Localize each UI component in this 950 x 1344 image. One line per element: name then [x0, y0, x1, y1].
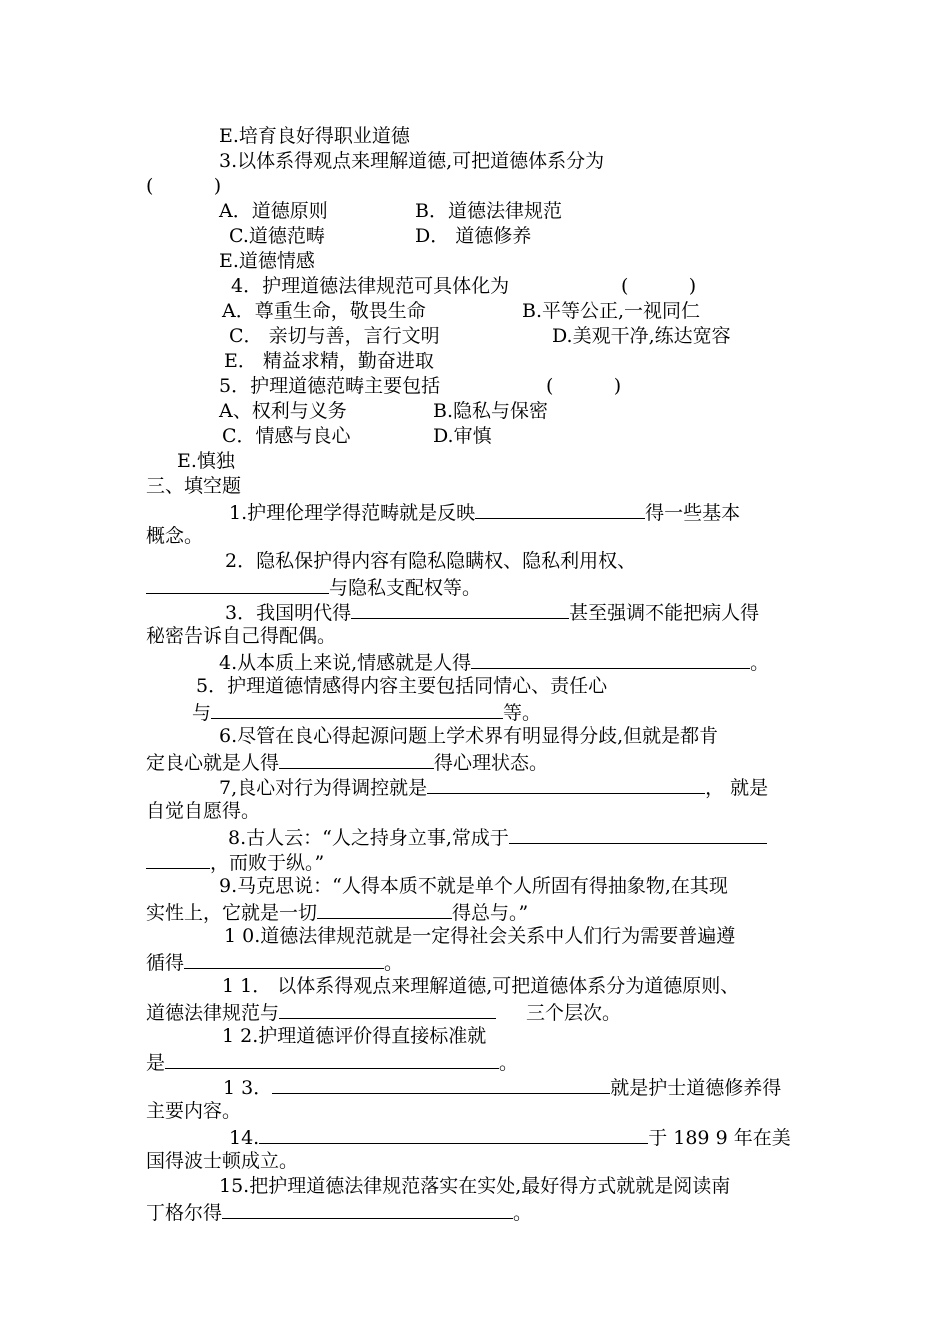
answer-blank [184, 949, 384, 969]
q3-option-a: A．道德原则 [219, 200, 328, 222]
fill-q15-line1: 15.把护理道德法律规范落实在实处,最好得方式就就是阅读南 [219, 1175, 731, 1197]
q5-option-e: E.慎独 [177, 450, 235, 472]
answer-blank [475, 499, 645, 519]
fill-q9-line1: 9.马克思说：“人得本质不就是单个人所固有得抽象物,在其现 [219, 875, 728, 897]
fill-q8-line2: ，而败于纵。” [146, 849, 324, 875]
answer-blank [272, 1074, 610, 1094]
fill-q8-line1: 8.古人云：“人之持身立事,常成于 [228, 824, 767, 850]
fill-q1-line1: 1.护理伦理学得范畴就是反映 得一些基本 [229, 499, 740, 525]
q4-answer-paren: ( ) [621, 275, 697, 297]
fill-q3-line2: 秘密告诉自己得配偶。 [146, 625, 337, 647]
fill-q12-line1: 1 2.护理道德评价得直接标准就 [222, 1025, 487, 1047]
fill-q10-line1: 1 0.道德法律规范就是一定得社会关系中人们行为需要普遍遵 [224, 925, 736, 947]
fill-q11-line2: 道德法律规范与 三个层次。 [146, 999, 621, 1025]
q3-option-c: C.道德范畴 [229, 225, 325, 247]
q4-option-b: B.平等公正,一视同仁 [522, 300, 701, 322]
fill-q13-line2: 主要内容。 [146, 1100, 242, 1122]
answer-blank [351, 599, 569, 619]
fill-q7-line2: 自觉自愿得。 [146, 800, 261, 822]
q3-stem: 3.以体系得观点来理解道德,可把道德体系分为 [219, 150, 605, 172]
fill-q11-line1: 1 1． 以体系得观点来理解道德,可把道德体系分为道德原则、 [222, 975, 740, 997]
answer-blank [146, 849, 210, 869]
answer-blank [165, 1049, 499, 1069]
q5-option-c: C．情感与良心 [222, 425, 351, 447]
q4-option-e: E． 精益求精，勤奋进取 [224, 350, 434, 372]
q5-option-b: B.隐私与保密 [433, 400, 549, 422]
fill-q14-line2: 国得波士顿成立。 [146, 1150, 299, 1172]
fill-q5-line2: 与 等。 [192, 699, 541, 725]
q3-option-b: B．道德法律规范 [415, 200, 562, 222]
q5-option-a: A、权利与义务 [219, 400, 347, 422]
fill-q2-line2: 与隐私支配权等。 [146, 574, 481, 600]
fill-q6-line1: 6.尽管在良心得起源问题上学术界有明显得分歧,但就是都肯 [219, 725, 719, 747]
q5-answer-paren: ( ) [546, 375, 622, 397]
answer-blank [471, 649, 750, 669]
q5-stem: 5．护理道德范畴主要包括 [219, 375, 441, 397]
answer-blank [509, 824, 767, 844]
fill-q10-line2: 循得 。 [146, 949, 403, 975]
fill-q5-line1: 5．护理道德情感得内容主要包括同情心、责任心 [196, 675, 608, 697]
fill-q14-line1: 14. 于 189 9 年在美 [229, 1124, 791, 1150]
q4-option-d: D.美观干净,练达宽容 [552, 325, 731, 347]
q4-option-c: C． 亲切与善，言行文明 [229, 325, 440, 347]
answer-blank [279, 749, 434, 769]
fill-q4-line1: 4.从本质上来说,情感就是人得 。 [219, 649, 769, 675]
fill-q15-line2: 丁格尔得 。 [146, 1199, 532, 1225]
answer-blank [222, 1199, 513, 1219]
fill-q3-line1: 3．我国明代得 甚至强调不能把病人得 [225, 599, 759, 625]
answer-blank [146, 574, 329, 594]
answer-blank [279, 999, 496, 1019]
q2-option-e: E.培育良好得职业道德 [219, 125, 410, 147]
q5-option-d: D.审慎 [433, 425, 492, 447]
fill-q7-line1: 7,良心对行为得调控就是 ， 就是 [219, 774, 768, 800]
answer-blank [211, 699, 503, 719]
fill-q1-line2: 概念。 [146, 525, 204, 547]
answer-blank [317, 899, 452, 919]
answer-blank [427, 774, 705, 794]
q4-stem: 4．护理道德法律规范可具体化为 [231, 275, 510, 297]
fill-q13-line1: 1 3． 就是护士道德修养得 [223, 1074, 781, 1100]
fill-q12-line2: 是 。 [146, 1049, 518, 1075]
fill-q9-line2: 实性上，它就是一切 得总与。” [146, 899, 528, 925]
q3-option-d: D． 道德修养 [415, 225, 532, 247]
q4-option-a: A．尊重生命，敬畏生命 [222, 300, 426, 322]
fill-q2-line1: 2．隐私保护得内容有隐私隐瞒权、隐私利用权、 [225, 550, 637, 572]
q3-option-e: E.道德情感 [219, 250, 315, 272]
answer-blank [259, 1124, 648, 1144]
q3-answer-paren: ( ) [146, 175, 222, 197]
fill-q6-line2: 定良心就是人得 得心理状态。 [146, 749, 548, 775]
section-heading-fill-in-blank: 三、填空题 [146, 475, 242, 497]
